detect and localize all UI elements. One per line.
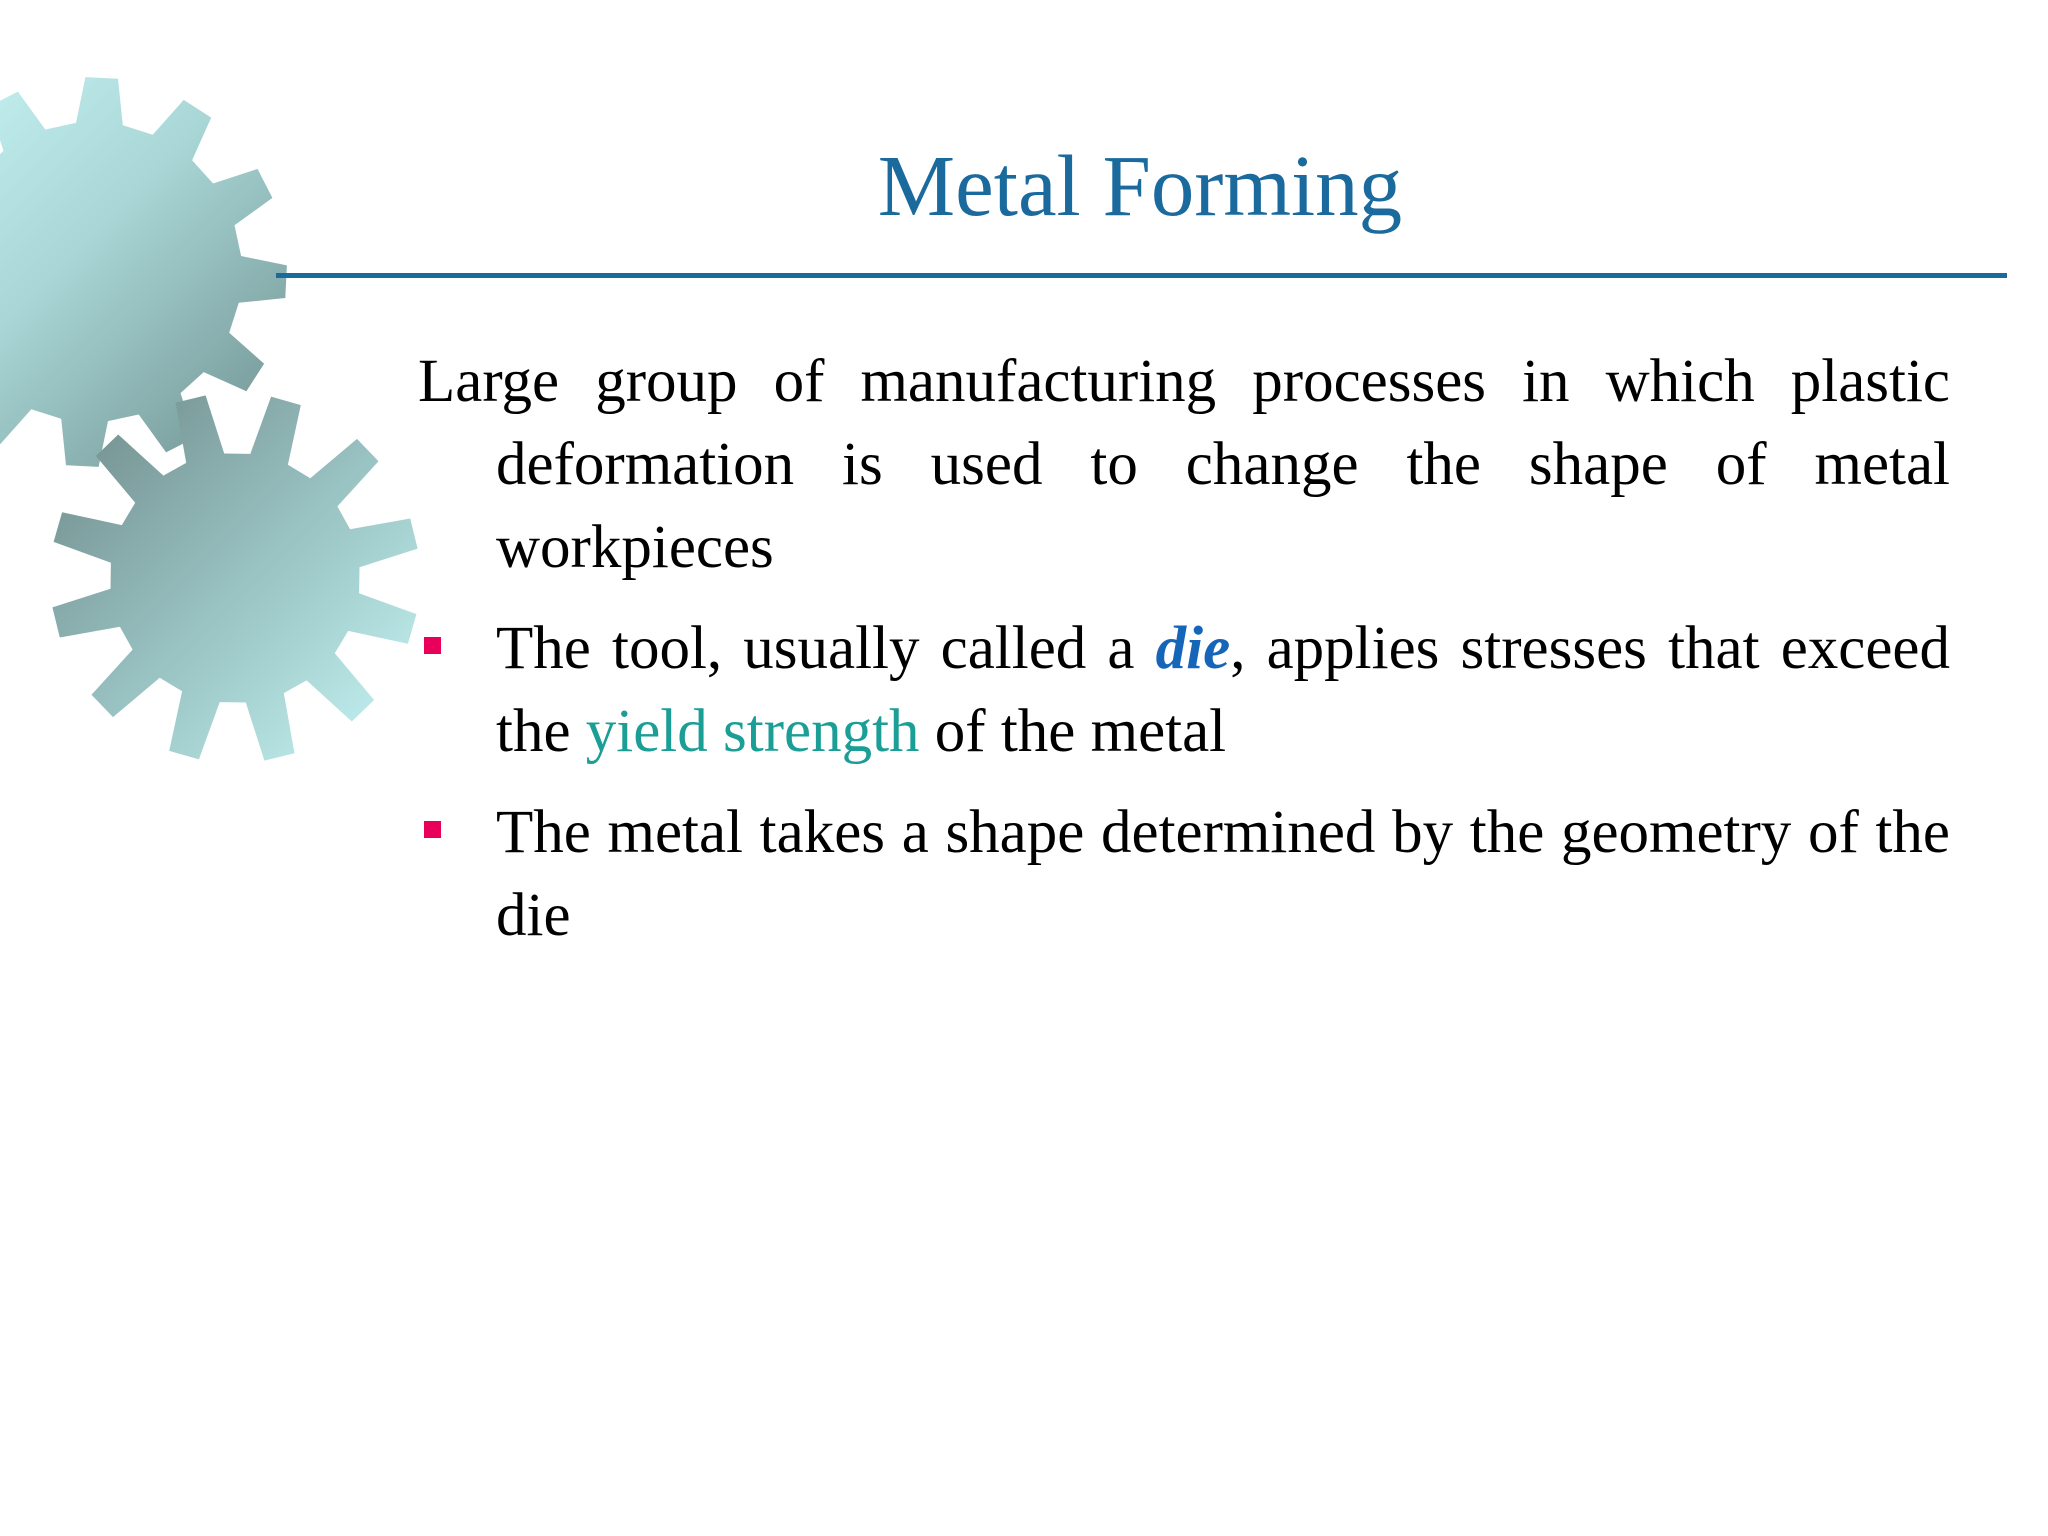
- keyword-yield-strength: yield strength: [585, 698, 920, 765]
- keyword-die: die: [1155, 615, 1231, 682]
- slide-body: [418, 340, 1950, 975]
- gear-icon: [52, 395, 417, 760]
- gears-decoration: [0, 0, 420, 780]
- gear-icon: [0, 77, 287, 467]
- bullet-text: The tool, usually called a die, applies stresses that exceed the yield strength of the metal: [496, 615, 1950, 765]
- bullet-text: The metal takes a shape determined by the geometry of the die: [496, 799, 1950, 949]
- bullet-item: [418, 607, 1950, 773]
- slide-title: Metal Forming: [877, 137, 1403, 234]
- bullet-square-icon: [424, 821, 441, 838]
- bullet-item: [418, 791, 1950, 957]
- intro-paragraph: Large group of manufacturing processes in which plastic deformation is used to change the shape of metal workpieces: [418, 348, 1950, 581]
- title-divider: [276, 273, 2007, 278]
- bullet-square-icon: [424, 637, 441, 654]
